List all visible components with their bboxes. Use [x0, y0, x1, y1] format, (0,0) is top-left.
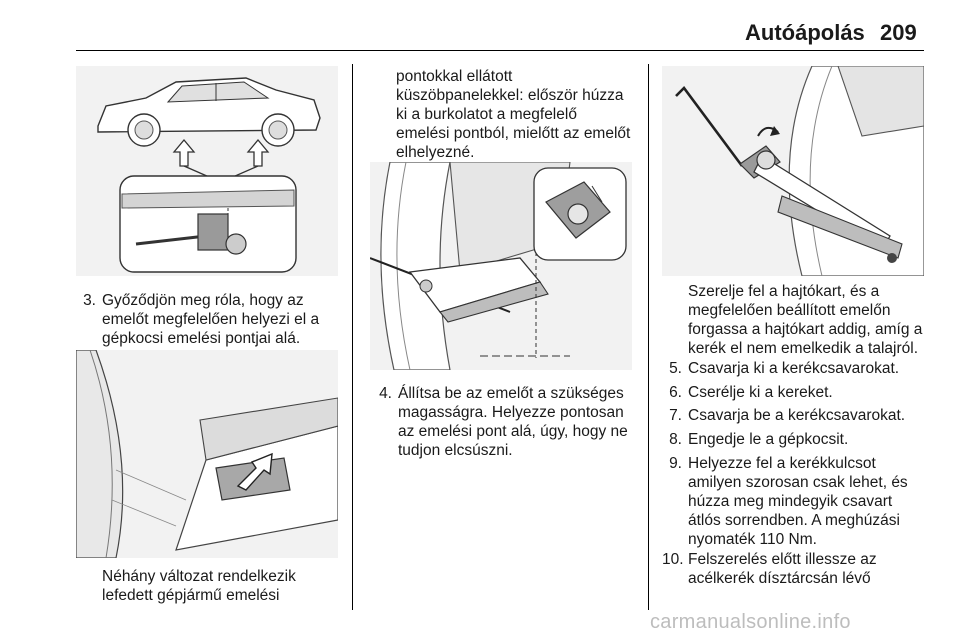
crank-instruction-text: [688, 282, 928, 358]
note-line-1: Néhány változat rendelkezik: [102, 568, 296, 585]
crank-line-2: megfelelően beállított emelőn: [688, 302, 891, 319]
step-9-line-2: amilyen szorosan csak lehet, és: [688, 474, 908, 491]
header-rule: [76, 50, 924, 51]
note-line-2: lefedett gépjármű emelési: [102, 587, 280, 604]
step-6-line-1: Cserélje ki a kereket.: [688, 384, 833, 401]
column-divider-1: [352, 64, 353, 610]
step-number: 4.: [379, 385, 392, 402]
step-number: 7.: [669, 407, 682, 424]
step-4-line-1: Állítsa be az emelőt a szükséges: [398, 385, 624, 402]
crank-line-1: Szerelje fel a hajtókart, és a: [688, 283, 880, 300]
step-8-line-1: Engedje le a gépkocsit.: [688, 431, 849, 448]
continuation-line-3: ki a burkolatot a megfelelő: [396, 106, 577, 123]
jack-positioning-illustration: [370, 162, 632, 370]
continuation-line-1: pontokkal ellátott: [396, 68, 513, 85]
footer-watermark: carmanualsonline.info: [650, 611, 851, 633]
crank-line-4: kerék el nem emelkedik a talajról.: [688, 340, 919, 357]
step-4-line-2: magasságra. Helyezze pontosan: [398, 404, 624, 421]
page-header-title: Autóápolás: [745, 20, 865, 45]
step-4-line-4: tudjon elcsúszni.: [398, 442, 513, 459]
note-text-col1: [102, 567, 346, 605]
step-3-line-1: Győződjön meg róla, hogy az: [102, 292, 304, 309]
sill-panel-cover-illustration: [76, 350, 338, 558]
step-4: [372, 384, 644, 464]
crank-line-3: forgassa a hajtókart addig, amíg a: [688, 321, 923, 338]
step-5-line-1: Csavarja ki a kerékcsavarokat.: [688, 360, 900, 377]
continuation-text-col2: [396, 67, 642, 162]
step-7: [662, 406, 928, 426]
step-4-line-3: az emelési pont alá, úgy, hogy ne: [398, 423, 628, 440]
continuation-line-4: emelési pontból, mielőtt az emelőt: [396, 125, 631, 142]
page-number: 209: [880, 20, 917, 45]
step-number: 8.: [669, 431, 682, 448]
step-7-line-1: Csavarja be a kerékcsavarokat.: [688, 407, 906, 424]
step-3-line-2: emelőt megfelelően helyezi el a: [102, 311, 320, 328]
column-divider-2: [648, 64, 649, 610]
step-9-line-3: húzza meg mindegyik csavart: [688, 493, 893, 510]
step-5: [662, 359, 928, 379]
step-8: [662, 430, 928, 450]
continuation-line-5: elhelyezné.: [396, 144, 475, 161]
step-number: 10.: [662, 551, 684, 568]
step-9-line-1: Helyezze fel a kerékkulcsot: [688, 455, 876, 472]
step-number: 3.: [83, 292, 96, 309]
step-10-line-2: acélkerék dísztárcsán lévő: [688, 570, 871, 587]
step-number: 9.: [669, 455, 682, 472]
step-3: [76, 291, 344, 351]
step-number: 6.: [669, 384, 682, 401]
step-10: [662, 550, 928, 590]
step-10-line-1: Felszerelés előtt illessze az: [688, 551, 877, 568]
step-9: [662, 454, 928, 550]
step-6: [662, 383, 928, 403]
step-3-line-3: gépkocsi emelési pontjai alá.: [102, 330, 301, 347]
continuation-line-2: küszöbpanelekkel: először húzza: [396, 87, 624, 104]
jack-crank-illustration: [662, 66, 924, 276]
step-9-line-5: nyomaték 110 Nm.: [688, 531, 817, 548]
car-lifting-points-illustration: [76, 66, 338, 276]
step-9-line-4: átlós sorrendben. A meghúzási: [688, 512, 900, 529]
step-number: 5.: [669, 360, 682, 377]
